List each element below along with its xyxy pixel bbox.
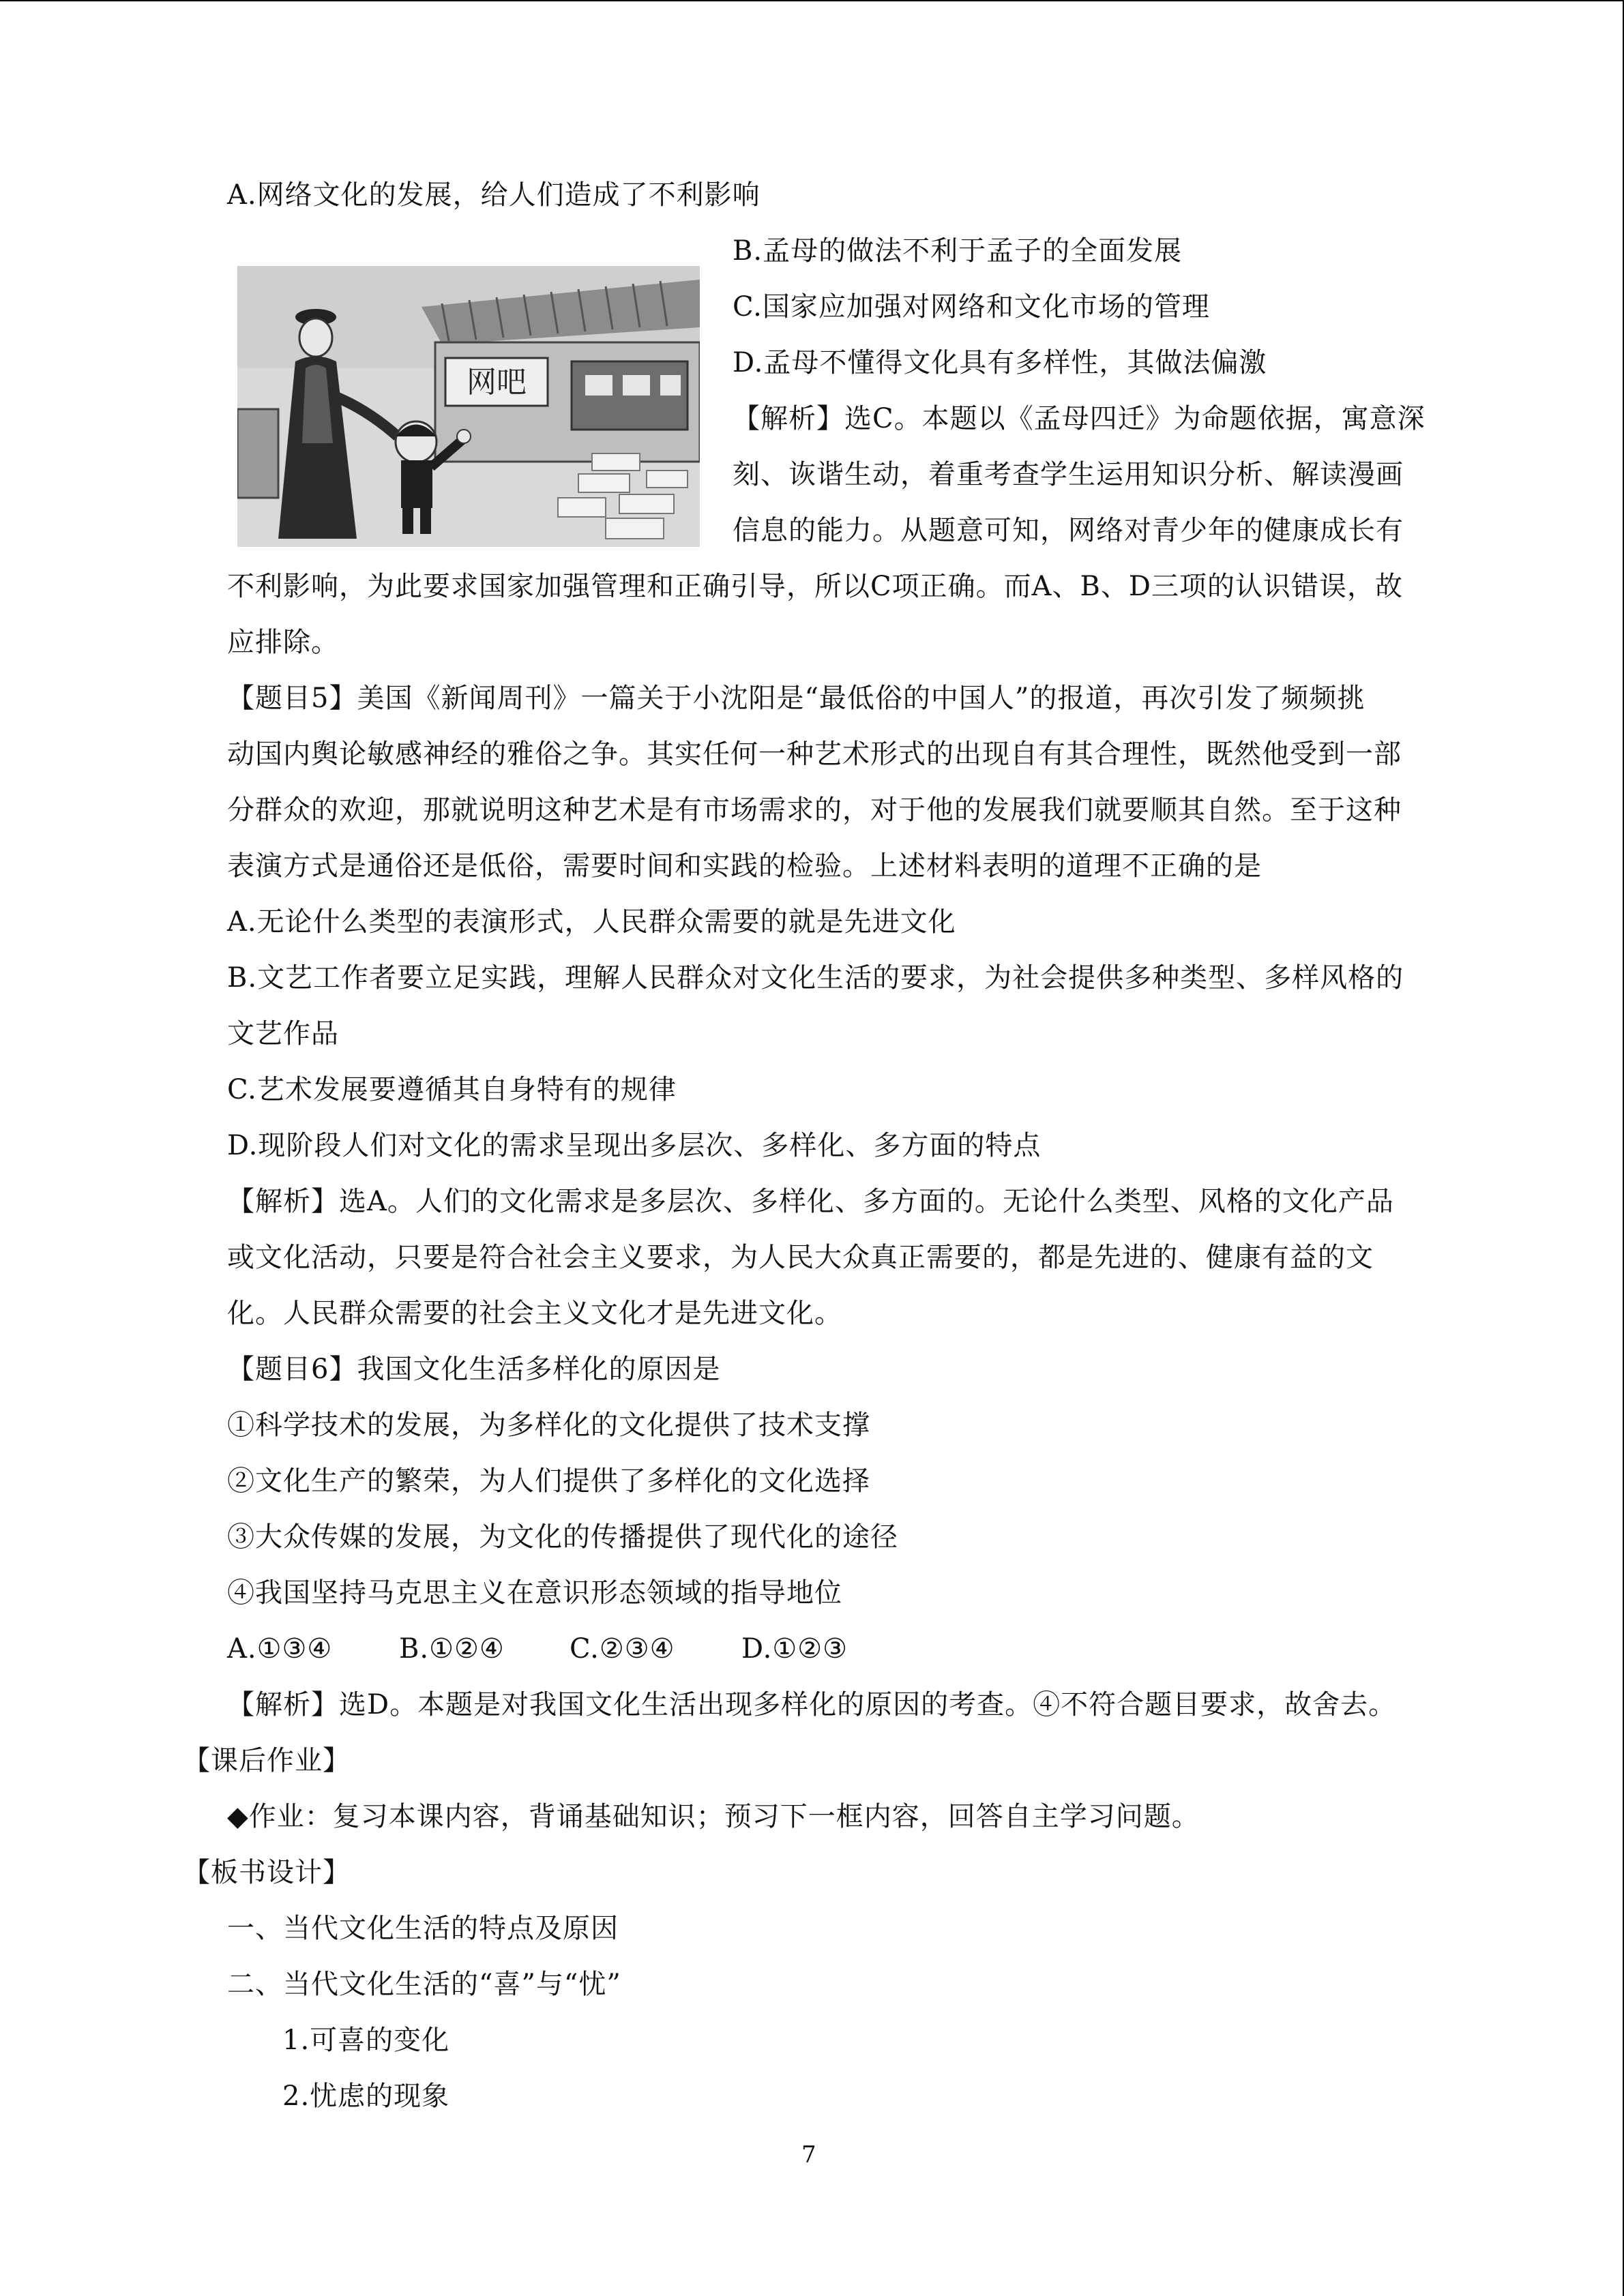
q5-stem-line-3: 分群众的欢迎，那就说明这种艺术是有市场需求的，对于他的发展我们就要顺其自然。至于这种 xyxy=(227,794,1402,826)
q6-choice-c: C.②③④ xyxy=(570,1633,675,1665)
board-heading: 【板书设计】 xyxy=(183,1857,351,1888)
q6-item-3: ③大众传媒的发展，为文化的传播提供了现代化的途径 xyxy=(227,1521,898,1553)
q4-analysis-line-3: 信息的能力。从题意可知，网络对青少年的健康成长有 xyxy=(733,515,1404,546)
q5-stem-line-4: 表演方式是通俗还是低俗，需要时间和实践的检验。上述材料表明的道理不正确的是 xyxy=(227,850,1262,882)
q5-stem-line-1: 【题目5】美国《新闻周刊》一篇关于小沈阳是“最低俗的中国人”的报道，再次引发了频频挑 xyxy=(227,683,1365,714)
q5-option-b: B.文艺工作者要立足实践，理解人民群众对文化生活的要求，为社会提供多种类型、多样风格的 xyxy=(227,962,1404,994)
q6-analysis: 【解析】选D。本题是对我国文化生活出现多样化的原因的考查。④不符合题目要求，故舍去。 xyxy=(227,1689,1397,1720)
page-top-border xyxy=(0,0,1623,1)
board-sub-1: 1.可喜的变化 xyxy=(282,2025,450,2056)
q5-analysis-line-3: 化。人民群众需要的社会主义文化才是先进文化。 xyxy=(227,1298,842,1329)
q6-choice-b: B.①②④ xyxy=(399,1633,505,1665)
q5-option-b-cont: 文艺作品 xyxy=(227,1018,339,1049)
homework-heading: 【课后作业】 xyxy=(183,1745,351,1776)
q4-analysis-line-2: 刻、诙谐生动，着重考查学生运用知识分析、解读漫画 xyxy=(733,459,1404,490)
q4-analysis-line-4: 不利影响，为此要求国家加强管理和正确引导，所以C项正确。而A、B、D三项的认识错误，故 xyxy=(227,571,1403,602)
q6-stem: 【题目6】我国文化生活多样化的原因是 xyxy=(227,1354,721,1385)
q4-analysis-line-1: 【解析】选C。本题以《孟母四迁》为命题依据，寓意深 xyxy=(733,403,1426,434)
page-number: 7 xyxy=(801,2141,816,2168)
q5-analysis-line-2: 或文化活动，只要是符合社会主义要求，为人民大众真正需要的，都是先进的、健康有益的文 xyxy=(227,1242,1374,1273)
q5-option-c: C.艺术发展要遵循其自身特有的规律 xyxy=(227,1074,677,1105)
q6-item-1: ①科学技术的发展，为多样化的文化提供了技术支撑 xyxy=(227,1410,870,1441)
homework-text: ◆作业：复习本课内容，背诵基础知识；预习下一框内容，回答自主学习问题。 xyxy=(227,1801,1200,1832)
board-item-1: 一、当代文化生活的特点及原因 xyxy=(227,1913,619,1944)
q4-option-d: D.孟母不懂得文化具有多样性，其做法偏激 xyxy=(733,347,1267,378)
q6-choice-d: D.①②③ xyxy=(741,1633,848,1665)
q5-option-a: A.无论什么类型的表演形式，人民群众需要的就是先进文化 xyxy=(227,906,956,938)
q5-analysis-line-1: 【解析】选A。人们的文化需求是多层次、多样化、多方面的。无论什么类型、风格的文化产品 xyxy=(227,1186,1394,1217)
board-sub-2: 2.忧虑的现象 xyxy=(282,2081,450,2112)
q6-choice-a: A.①③④ xyxy=(227,1633,333,1665)
shop-sign-text: 网吧 xyxy=(467,365,527,400)
q5-stem-line-2: 动国内舆论敏感神经的雅俗之争。其实任何一种艺术形式的出现自有其合理性，既然他受到一部 xyxy=(227,739,1402,770)
q4-option-b: B.孟母的做法不利于孟子的全面发展 xyxy=(733,235,1183,267)
board-item-2: 二、当代文化生活的“喜”与“忧” xyxy=(227,1969,621,2000)
q4-option-a: A.网络文化的发展，给人们造成了不利影响 xyxy=(227,179,761,211)
q6-item-4: ④我国坚持马克思主义在意识形态领域的指导地位 xyxy=(227,1577,842,1609)
cartoon-illustration xyxy=(237,266,700,547)
q4-option-c: C.国家应加强对网络和文化市场的管理 xyxy=(733,291,1210,323)
q4-analysis-line-5: 应排除。 xyxy=(227,627,339,658)
q6-item-2: ②文化生产的繁荣，为人们提供了多样化的文化选择 xyxy=(227,1465,870,1497)
q5-option-d: D.现阶段人们对文化的需求呈现出多层次、多样化、多方面的特点 xyxy=(227,1130,1042,1161)
